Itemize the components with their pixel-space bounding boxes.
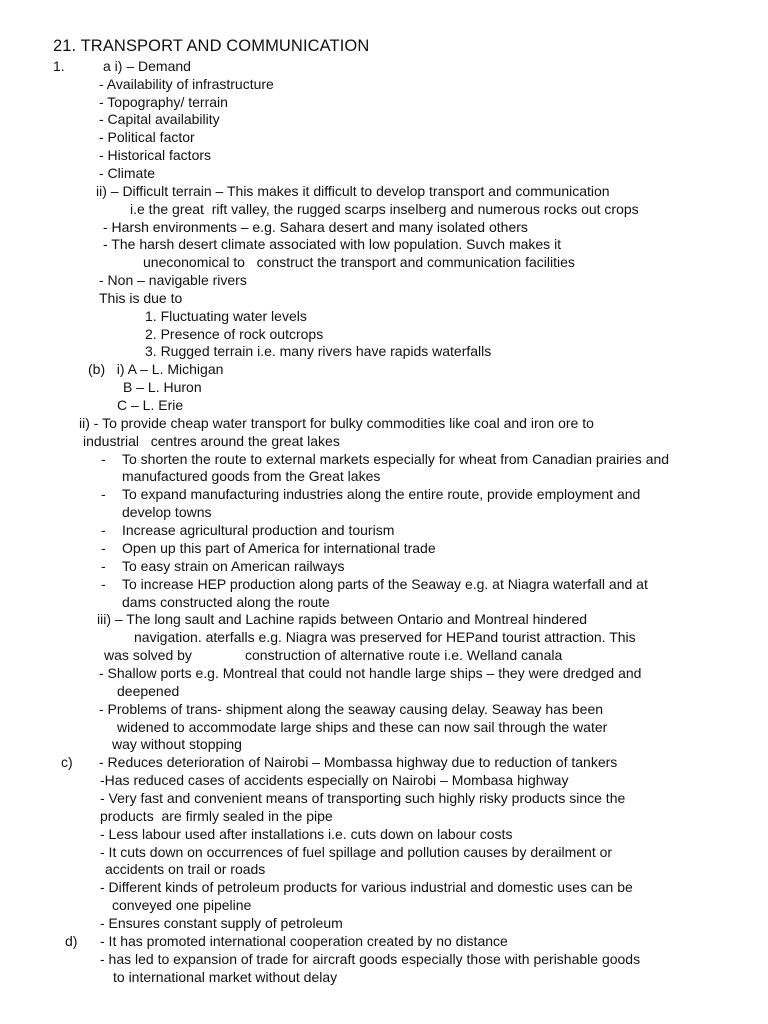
text-line: - Less labour used after installations i.e. cuts down on labour costs bbox=[100, 826, 513, 842]
text-line: - Ensures constant supply of petroleum bbox=[100, 915, 343, 931]
section-label-c: c) bbox=[61, 754, 73, 770]
page-title: 21. TRANSPORT AND COMMUNICATION bbox=[53, 37, 370, 55]
text-line: This is due to bbox=[99, 290, 183, 306]
text-line: - Shallow ports e.g. Montreal that could not handle large ships – they were dredged and bbox=[99, 665, 642, 681]
section-label-d: d) bbox=[65, 933, 78, 949]
text-line: -Has reduced cases of accidents especially on Nairobi – Mombasa highway bbox=[100, 772, 569, 788]
text-line: ii) - To provide cheap water transport for bulky commodities like coal and iron ore to bbox=[79, 415, 594, 431]
bullet-dash: - bbox=[101, 576, 106, 592]
text-line: - It has promoted international cooperation created by no distance bbox=[100, 933, 508, 949]
bullet-dash: - bbox=[101, 540, 106, 556]
text-line: construction of alternative route i.e. Welland canala bbox=[245, 647, 563, 663]
text-line: widened to accommodate large ships and these can now sail through the water bbox=[117, 719, 608, 735]
text-line: - Problems of trans- shipment along the seaway causing delay. Seaway has been bbox=[99, 701, 604, 717]
text-line: Open up this part of America for international trade bbox=[122, 540, 436, 556]
text-line: i.e the great rift valley, the rugged scarps inselberg and numerous rocks out crops bbox=[130, 201, 639, 217]
text-line: To shorten the route to external markets especially for wheat from Canadian prairies and bbox=[122, 451, 670, 467]
text-line: to international market without delay bbox=[113, 969, 338, 985]
text-line: - The harsh desert climate associated with low population. Suvch makes it bbox=[103, 236, 562, 252]
text-line: - Climate bbox=[99, 165, 156, 181]
text-line: To easy strain on American railways bbox=[122, 558, 345, 574]
question-number: 1. bbox=[53, 58, 65, 74]
bullet-dash: - bbox=[101, 522, 106, 538]
text-line: - Reduces deterioration of Nairobi – Mombassa highway due to reduction of tankers bbox=[99, 754, 618, 770]
text-line: - Non – navigable rivers bbox=[99, 272, 247, 288]
text-line: ii) – Difficult terrain – This makes it difficult to develop transport and communication bbox=[96, 183, 610, 199]
text-line: - Very fast and convenient means of transporting such highly risky products since the bbox=[100, 790, 626, 806]
text-line: - It cuts down on occurrences of fuel spillage and pollution causes by derailment or bbox=[100, 844, 613, 860]
text-line: was solved by bbox=[104, 647, 192, 663]
text-line: - Political factor bbox=[99, 129, 195, 145]
text-line: - Harsh environments – e.g. Sahara desert and many isolated others bbox=[103, 219, 528, 235]
text-line: conveyed one pipeline bbox=[112, 897, 252, 913]
text-line: - has led to expansion of trade for aircraft goods especially those with perishable goods bbox=[100, 951, 641, 967]
text-line: way without stopping bbox=[112, 736, 242, 752]
text-line: (b) i) A – L. Michigan bbox=[88, 361, 224, 377]
bullet-dash: - bbox=[101, 486, 106, 502]
text-line: Increase agricultural production and tourism bbox=[122, 522, 395, 538]
text-line: accidents on trail or roads bbox=[105, 861, 266, 877]
text-line: uneconomical to construct the transport and communication facilities bbox=[143, 254, 575, 270]
text-line: dams constructed along the route bbox=[122, 594, 330, 610]
text-line: navigation. aterfalls e.g. Niagra was preserved for HEPand tourist attraction. This bbox=[134, 629, 636, 645]
text-line: - Topography/ terrain bbox=[99, 94, 228, 110]
text-line: 3. Rugged terrain i.e. many rivers have rapids waterfalls bbox=[145, 343, 492, 359]
text-line: - Historical factors bbox=[99, 147, 212, 163]
bullet-dash: - bbox=[101, 451, 106, 467]
text-line: products are firmly sealed in the pipe bbox=[100, 808, 333, 824]
text-line: a i) – Demand bbox=[103, 58, 191, 74]
text-line: - Different kinds of petroleum products for various industrial and domestic uses can be bbox=[100, 879, 633, 895]
text-line: 1. Fluctuating water levels bbox=[145, 308, 307, 324]
text-line: - Availability of infrastructure bbox=[99, 76, 274, 92]
text-line: iii) – The long sault and Lachine rapids between Ontario and Montreal hindered bbox=[97, 611, 588, 627]
text-line: - Capital availability bbox=[99, 111, 220, 127]
text-line: To expand manufacturing industries along the entire route, provide employment and bbox=[122, 486, 641, 502]
text-line: manufactured goods from the Great lakes bbox=[122, 468, 381, 484]
text-line: To increase HEP production along parts of the Seaway e.g. at Niagra waterfall and at bbox=[122, 576, 648, 592]
text-line: industrial centres around the great lakes bbox=[83, 433, 340, 449]
text-line: deepened bbox=[117, 683, 180, 699]
text-line: 2. Presence of rock outcrops bbox=[145, 326, 324, 342]
text-line: C – L. Erie bbox=[117, 397, 184, 413]
bullet-dash: - bbox=[101, 558, 106, 574]
text-line: develop towns bbox=[122, 504, 212, 520]
text-line: B – L. Huron bbox=[123, 379, 202, 395]
